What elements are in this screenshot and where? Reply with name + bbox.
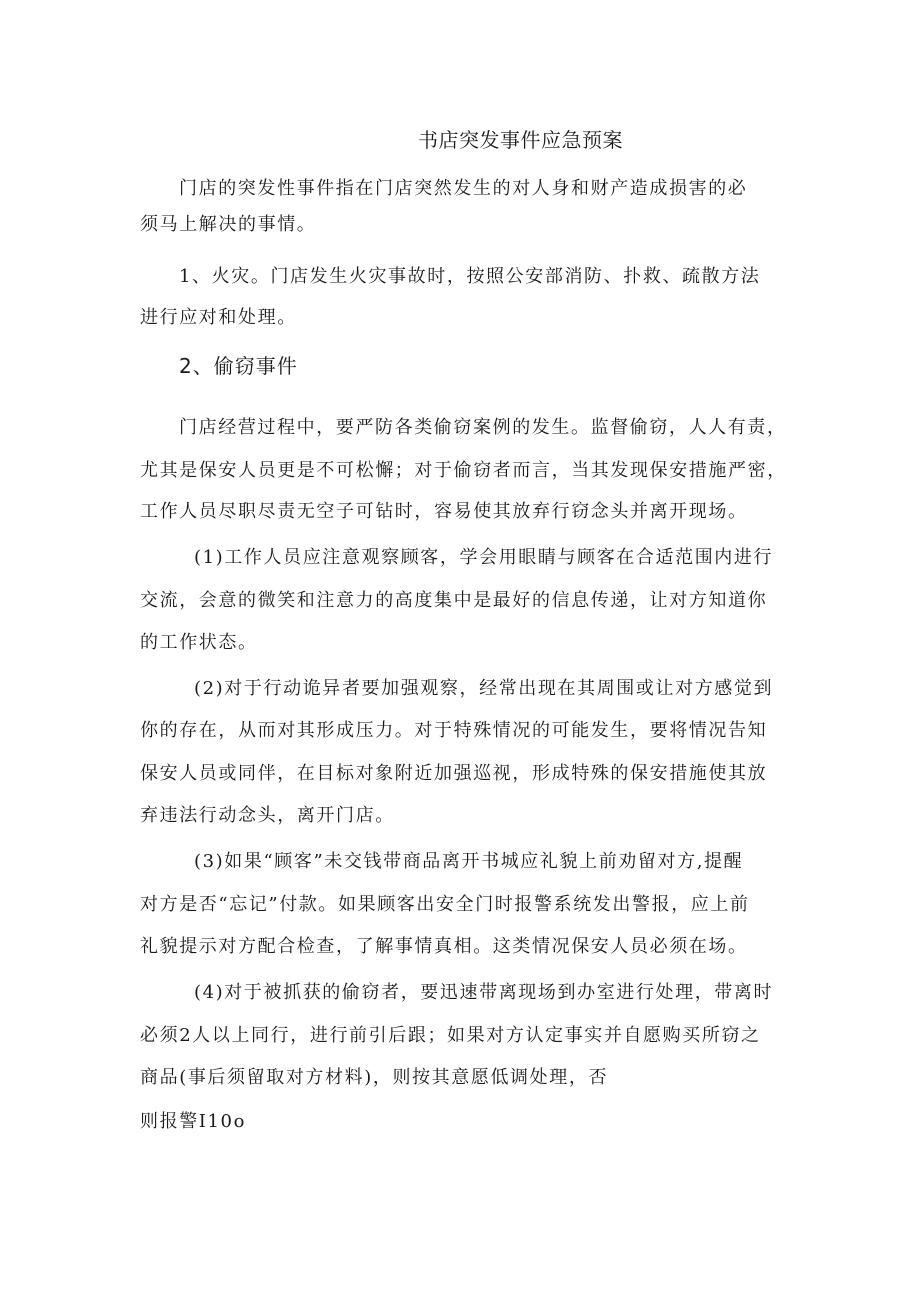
item3-line-2: 对方是否“忘记”付款。如果顾客出安全门时报警系统发出警报，应上前 [140, 894, 750, 915]
item3-line-1: (3)如果“顾客”未交钱带商品离开书城应礼貌上前劝留对方,提醒 [194, 851, 744, 872]
intro-line-1: 门店的突发性事件指在门店突然发生的对人身和财产造成损害的必 [179, 178, 748, 199]
item2-line-3: 保安人员或同伴，在目标对象附近加强巡视，形成特殊的保安措施使其放 [140, 763, 768, 784]
item2-line-2: 你的存在，从而对其形成压力。对于特殊情况的可能发生，要将情况告知 [140, 720, 768, 741]
intro-line-2: 须马上解决的事情。 [140, 214, 317, 235]
item1-line-2: 交流，会意的微笑和注意力的高度集中是最好的信息传递，让对方知道你 [140, 590, 768, 611]
section2-heading: 2、偷窃事件 [179, 354, 298, 378]
section2-intro-line-2: 尤其是保安人员更是不可松懈；对于偷窃者而言，当其发现保安措施严密， [140, 460, 787, 481]
item4-line-1: (4)对于被抓获的偷窃者，要迅速带离现场到办室进行处理，带离时 [194, 982, 774, 1003]
item3-line-3: 礼貌提示对方配合检查，了解事情真相。这类情况保安人员必须在场。 [140, 936, 748, 957]
item4-line-3: 商品(事后须留取对方材料)，则按其意愿低调处理，否 [140, 1067, 609, 1088]
document-title: 书店突发事件应急预案 [418, 128, 623, 152]
item2-line-4: 弃违法行动念头，离开门店。 [140, 805, 395, 826]
section2-intro-line-3: 工作人员尽职尽责无空子可钻时，容易使其放弃行窃念头并离开现场。 [140, 501, 748, 522]
section2-intro-line-1: 门店经营过程中，要严防各类偷窃案例的发生。监督偷窃，人人有责， [179, 417, 787, 438]
item1-line-1: (1)工作人员应注意观察顾客，学会用眼睛与顾客在合适范围内进行 [194, 547, 774, 568]
section1-line-2: 进行应对和处理。 [140, 307, 297, 328]
item4-line-2: 必须2人以上同行，进行前引后跟；如果对方认定事实并自愿购买所窃之 [140, 1025, 761, 1046]
item1-line-3: 的工作状态。 [140, 632, 258, 653]
item2-line-1: (2)对于行动诡异者要加强观察，经常出现在其周围或让对方感觉到 [194, 678, 774, 699]
section1-line-1: 1、火灾。门店发生火灾事故时，按照公安部消防、扑救、疏散方法 [179, 266, 761, 287]
item4-line-4: 则报警I10o [140, 1111, 247, 1132]
